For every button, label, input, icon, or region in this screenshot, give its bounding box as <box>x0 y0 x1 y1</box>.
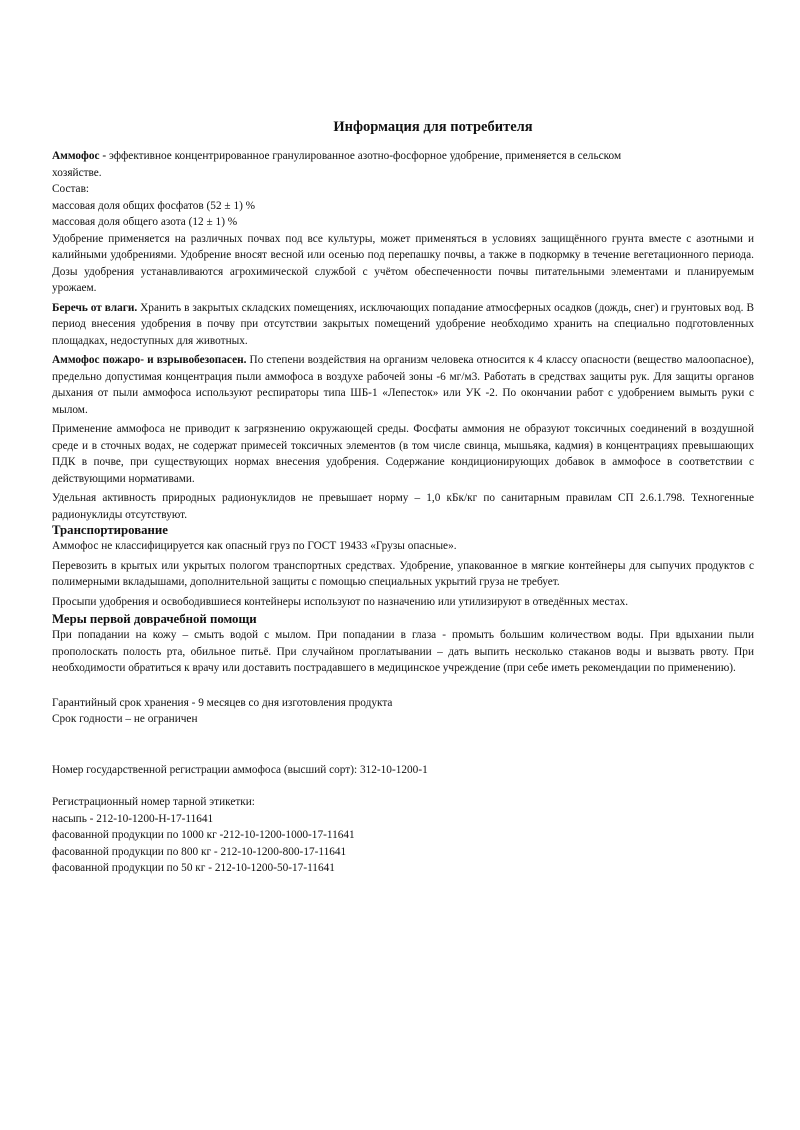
safety-lead: Аммофос пожаро- и взрывобезопасен. <box>52 354 247 366</box>
label-number-item: фасованной продукции по 1000 кг -212-10-1200-1000-17-11641 <box>52 829 355 841</box>
environment-paragraph: Применение аммофоса не приводит к загрязнению окружающей среды. Фосфаты аммония не образуют токсичных соединений в воздушной среде и в сточных водах, не содержат примесей токсичных элементов (в том числе свинца, мышьяка, кадмия) в концентрациях превышающих ПДК в почве, при существующих нормах внесения удобрения. Содержание кондиционирующих добавок в аммофосе в соответствии с действующими нормативами. <box>52 423 754 485</box>
intro-lead: Аммофос - <box>52 150 107 162</box>
warranty-period: Гарантийный срок хранения - 9 месяцев со дня изготовления продукта <box>52 696 393 709</box>
intro-paragraph <box>52 148 754 165</box>
first-aid-paragraph: При попадании на кожу – смыть водой с мылом. При попадании в глаза - промыть большим количеством воды. При вдыхании пыли прополоскать полость рта, обильное питьё. При случайном проглатывании – дать выпить несколько стаканов воды и вызвать рвоту. При необходимости обратиться к врачу или доставить пострадавшего в медицинское учреждение (при себе иметь рекомендации по применению). <box>52 629 754 674</box>
document-page <box>52 118 754 877</box>
transport-classification: Аммофос не классифицируется как опасный груз по ГОСТ 19433 «Грузы опасные». <box>52 540 457 552</box>
transport-conditions: Перевозить в крытых или укрытых пологом транспортных средствах. Удобрение, упакованное в мягкие контейнеры для сыпучих продуктов с полимерными вкладышами, дополнительной защиты с помощью специальных укрытий груза не требует. <box>52 559 754 588</box>
moisture-text: Хранить в закрытых складских помещениях, исключающих попадание атмосферных осадков (дождь, снег) и грунтовых вод. В период внесения удобрения в почву при отсутствии закрытых помещений удобрение необходимо хранить на специально подготовленных площадках, недоступных для животных. <box>52 301 754 347</box>
composition-phosphates: массовая доля общих фосфатов (52 ± 1) % <box>52 199 256 212</box>
moisture-paragraph <box>52 300 754 350</box>
label-number-item: фасованной продукции по 50 кг - 212-10-1200-50-17-11641 <box>52 862 335 874</box>
document-title: Информация для потребителя <box>333 119 533 135</box>
transport-heading: Транспортирование <box>52 523 168 537</box>
safety-paragraph <box>52 352 754 418</box>
registration-number: Номер государственной регистрации аммофоса (высший сорт): 312-10-1200-1 <box>52 763 428 776</box>
intro-text: эффективное концентрированное гранулированное азотно-фосфорное удобрение, применяется в сельском <box>106 150 622 162</box>
radiation-paragraph: Удельная активность природных радионуклидов не превышает норму – 1,0 кБк/кг по санитарным правилам СП 2.6.1.798. Техногенные радионуклиды отсутствуют. <box>52 492 754 521</box>
composition-nitrogen: массовая доля общего азота (12 ± 1) % <box>52 216 238 228</box>
expiry-date: Срок годности – не ограничен <box>52 713 198 725</box>
usage-paragraph: Удобрение применяется на различных почвах под все культуры, может применяться в условиях защищённого грунта вместе с азотными и калийными удобрениями. Удобрение вносят весной или осенью под перепашку почвы, а также в подкормку в течение вегетационного периода. Дозы удобрения устанавливаются агрохимической службой с учётом обеспеченности почвы питательными элементами и планируемым урожаем. <box>52 232 754 294</box>
label-numbers-heading: Регистрационный номер тарной этикетки: <box>52 796 255 808</box>
label-number-item: насыпь - 212-10-1200-Н-17-11641 <box>52 812 214 825</box>
composition-label: Состав: <box>52 183 90 195</box>
intro-continuation: хозяйстве. <box>52 166 102 179</box>
transport-spills: Просыпи удобрения и освободившиеся контейнеры используют по назначению или утилизируют в отведённых местах. <box>52 595 629 608</box>
label-number-item: фасованной продукции по 800 кг - 212-10-1200-800-17-11641 <box>52 845 347 858</box>
first-aid-heading: Меры первой доврачебной помощи <box>52 612 257 626</box>
safety-text: По степени воздействия на организм человека относится к 4 классу опасности (вещество малоопасное), предельно допустимая концентрация пыли аммофоса в воздухе рабочей зоны -6 мг/м3. Работать в средствах защиты рук. Для защиты органов дыхания от пыли аммофоса используют респираторы типа ШБ-1 «Лепесток» или УК -2. По окончании работ с удобрением вымыть руки с мылом. <box>52 354 754 416</box>
moisture-lead: Беречь от влаги. <box>52 301 138 314</box>
